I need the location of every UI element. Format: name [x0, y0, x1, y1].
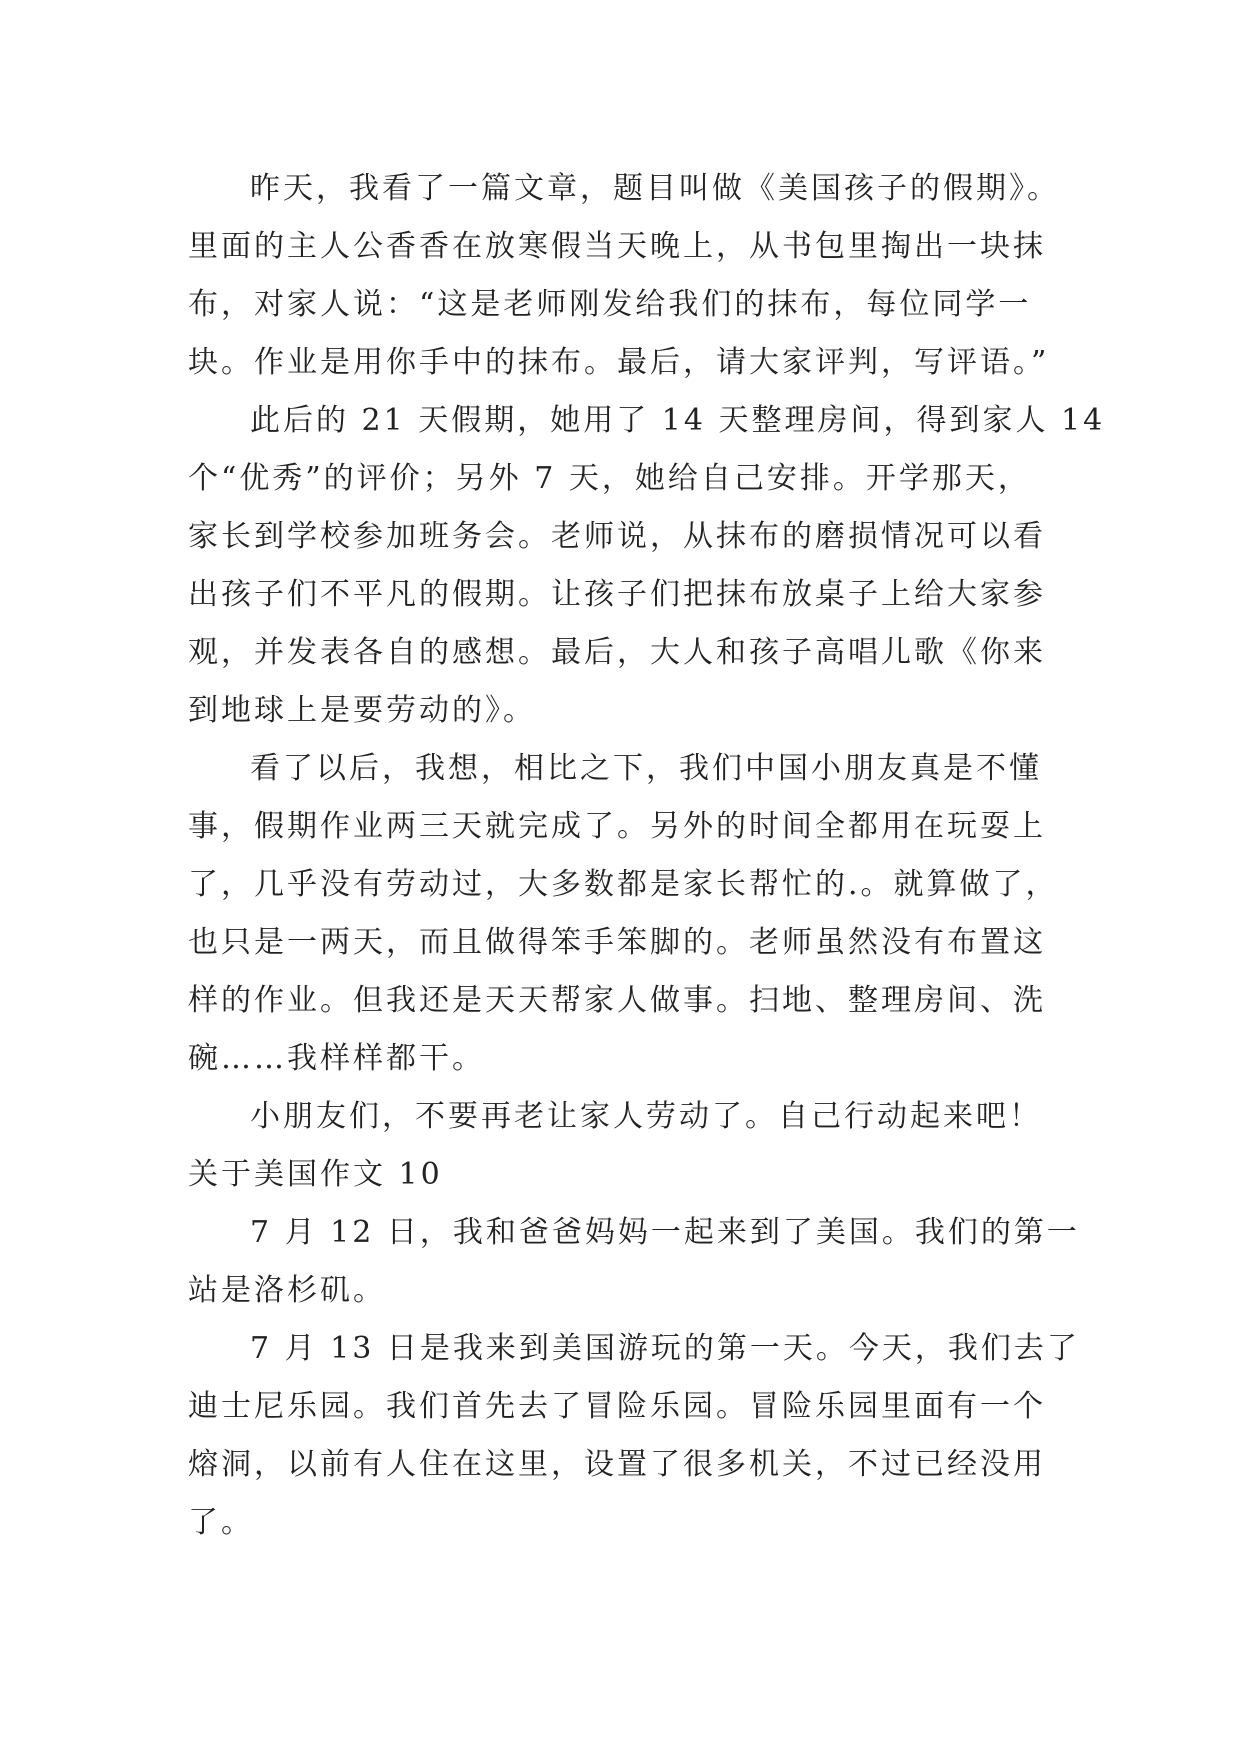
text-line: 小朋友们，不要再老让家人劳动了。自己行动起来吧！ — [250, 1099, 1042, 1134]
text-line: 看了以后，我想，相比之下，我们中国小朋友真是不懂 — [250, 751, 1042, 786]
text-line: 了。 — [188, 1505, 254, 1540]
text-line: 个“优秀”的评价；另外 7 天，她给自己安排。开学那天， — [188, 461, 1031, 496]
text-line: 事，假期作业两三天就完成了。另外的时间全都用在玩耍上 — [188, 809, 1046, 844]
text-line: 碗……我样样都干。 — [188, 1041, 485, 1076]
text-line: 迪士尼乐园。我们首先去了冒险乐园。冒险乐园里面有一个 — [188, 1389, 1046, 1424]
text-line: 观，并发表各自的感想。最后，大人和孩子高唱儿歌《你来 — [188, 635, 1046, 670]
text-line: 7 月 12 日，我和爸爸妈妈一起来到了美国。我们的第一 — [250, 1215, 1080, 1250]
text-line: 家长到学校参加班务会。老师说，从抹布的磨损情况可以看 — [188, 519, 1046, 554]
text-line: 熔洞，以前有人住在这里，设置了很多机关，不过已经没用 — [188, 1447, 1046, 1482]
text-line: 到地球上是要劳动的》。 — [188, 693, 536, 728]
text-line: 也只是一两天，而且做得笨手笨脚的。老师虽然没有布置这 — [188, 925, 1046, 960]
text-line: 块。作业是用你手中的抹布。最后，请大家评判，写评语。” — [188, 345, 1050, 380]
text-line: 样的作业。但我还是天天帮家人做事。扫地、整理房间、洗 — [188, 983, 1046, 1018]
text-line: 布，对家人说：“这是老师刚发给我们的抹布，每位同学一 — [188, 287, 1032, 322]
text-line: 里面的主人公香香在放寒假当天晚上，从书包里掏出一块抹 — [188, 229, 1046, 264]
text-line: 此后的 21 天假期，她用了 14 天整理房间，得到家人 14 — [250, 403, 1106, 438]
text-line: 7 月 13 日是我来到美国游玩的第一天。今天，我们去了 — [250, 1331, 1080, 1366]
text-line: 关于美国作文 10 — [188, 1157, 443, 1192]
text-line: 站是洛杉矶。 — [188, 1273, 386, 1308]
text-line: 出孩子们不平凡的假期。让孩子们把抹布放桌子上给大家参 — [188, 577, 1046, 612]
article-body — [188, 160, 1106, 1552]
text-line: 了，几乎没有劳动过，大多数都是家长帮忙的.。就算做了， — [188, 867, 1059, 902]
text-line: 昨天，我看了一篇文章，题目叫做《美国孩子的假期》。 — [250, 171, 1060, 206]
